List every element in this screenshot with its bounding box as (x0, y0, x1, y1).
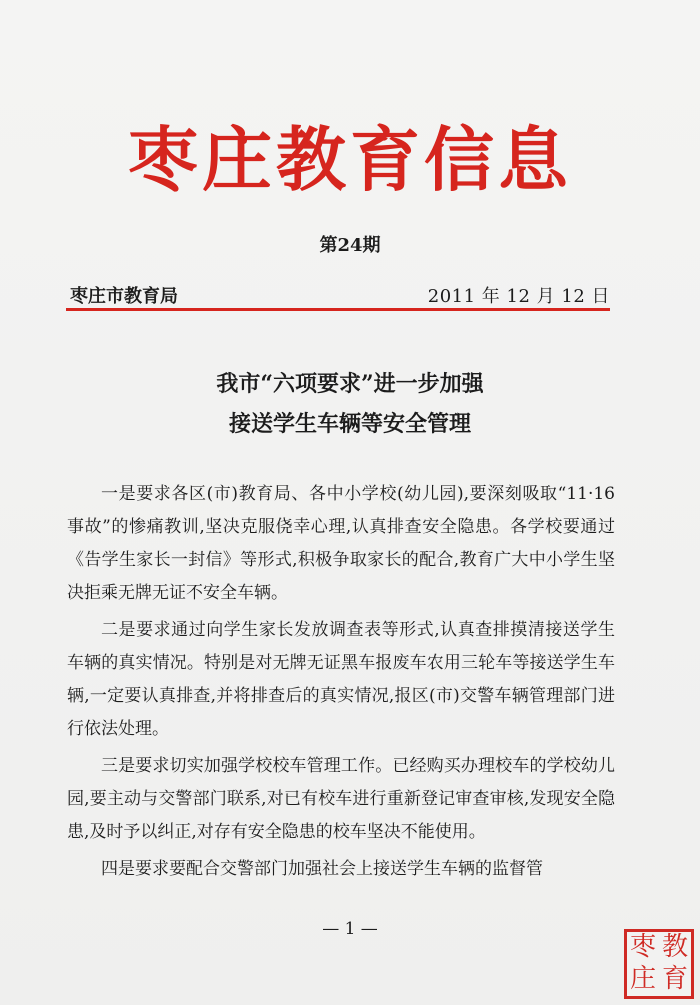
masthead-title: 枣庄教育信息 (128, 118, 572, 201)
red-divider-line (66, 308, 610, 311)
paragraph-4: 四是要求要配合交警部门加强社会上接送学生车辆的监督管 (101, 859, 543, 879)
headline-line-2: 接送学生车辆等安全管理 (228, 411, 471, 437)
issuing-department: 枣庄市教育局 (70, 286, 178, 307)
article-headline (0, 364, 700, 444)
paragraph-2: 二是要求通过向学生家长发放调查表等形式,认真查排摸清接送学生车辆的真实情况。特别是对无牌无证黑车报废车农用三轮车等接送学生车辆,一定要认真排查,并将排查后的真实情况,报区(市)交警车辆管理部门进行依法处理。 (67, 620, 615, 739)
page-number: — 1 — (322, 919, 378, 939)
paragraph-1: 一是要求各区(市)教育局、各中小学校(幼儿园),要深刻吸取“11·16事故”的惨痛教训,坚决克服侥幸心理,认真排查安全隐患。各学校要通过《告学生家长一封信》等形式,积极争取家长的配合,教育广大中小学生坚决拒乘无牌无证不安全车辆。 (67, 484, 615, 603)
article-body (67, 478, 615, 890)
seal-char: 庄 (629, 964, 656, 994)
issue-date: 2011 年 12 月 12 日 (427, 286, 610, 307)
seal-char: 育 (661, 964, 688, 994)
paragraph-3: 三是要求切实加强学校校车管理工作。已经购买办理校车的学校幼儿园,要主动与交警部门联系,对已有校车进行重新登记审查审核,发现安全隐患,及时予以纠正,对存有安全隐患的校车坚决不能使用。 (67, 756, 615, 842)
issue-number: 第24期 (319, 235, 381, 256)
seal-char: 枣 (629, 932, 656, 962)
seal-char: 教 (661, 932, 688, 962)
red-seal-stamp (624, 929, 694, 999)
headline-line-1: 我市“六项要求”进一步加强 (216, 371, 484, 397)
